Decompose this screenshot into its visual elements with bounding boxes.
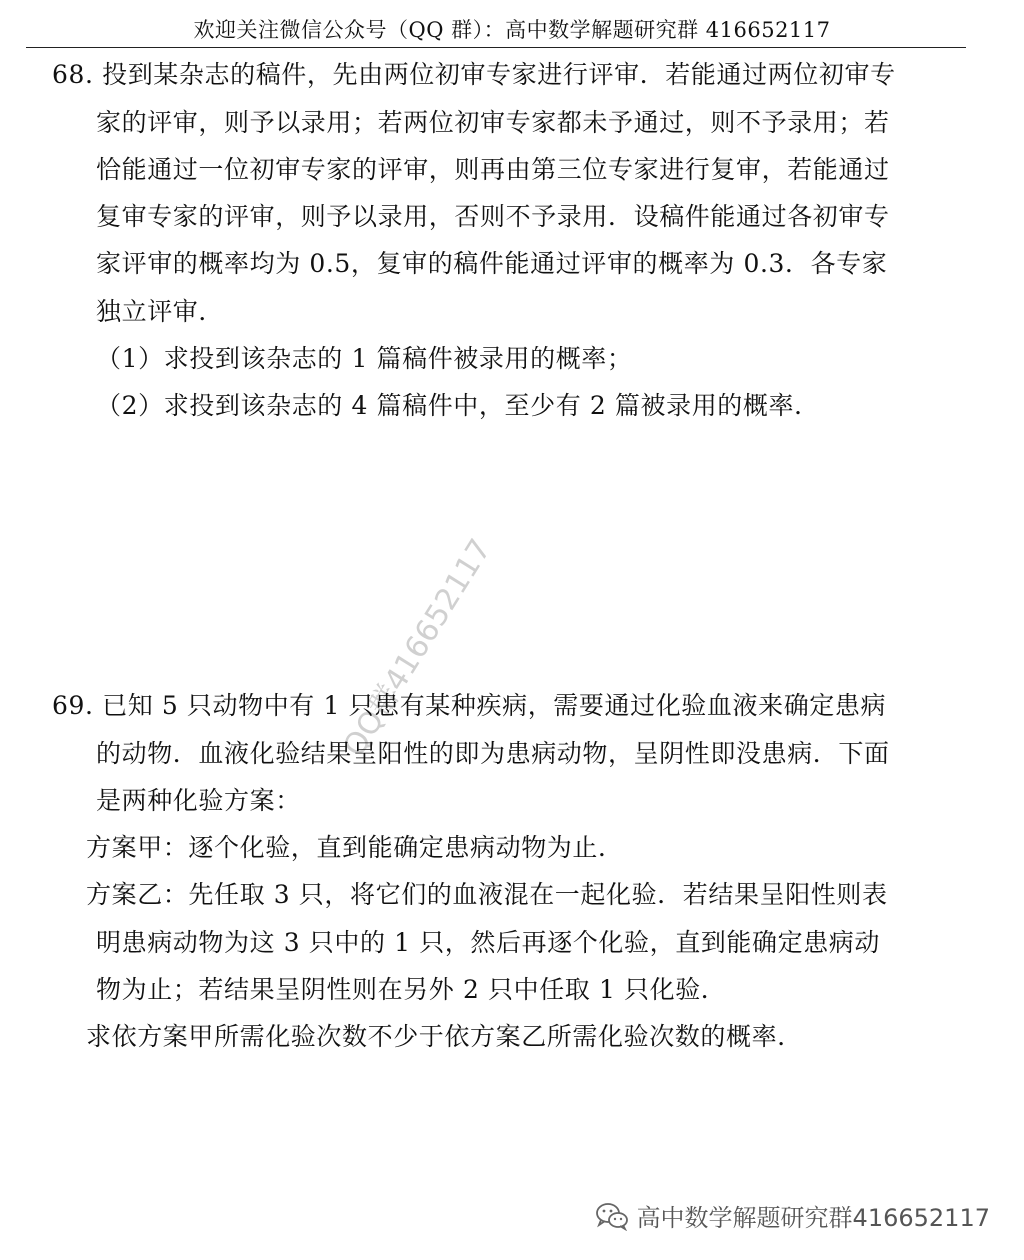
footer-brand-text: 高中数学解题研究群416652117 <box>636 1204 990 1232</box>
q69-plan-a: 方案甲：逐个化验，直到能确定患病动物为止． <box>86 833 624 862</box>
q68-part-2: （2）求投到该杂志的 4 篇稿件中，至少有 2 篇被录用的概率． <box>96 391 820 420</box>
page-header: 欢迎关注微信公众号（QQ 群）：高中数学解题研究群 416652117 <box>193 18 831 42</box>
q69-line-3: 是两种化验方案： <box>96 786 301 815</box>
q68-line-4: 复审专家的评审，则予以录用，否则不予录用．设稿件能通过各初审专 <box>96 202 890 231</box>
q69-line-2: 的动物．血液化验结果呈阳性的即为患病动物，呈阴性即没患病．下面 <box>96 739 890 768</box>
q69-plan-b-line-3: 物为止；若结果呈阴性则在另外 2 只中任取 1 只化验． <box>96 975 727 1004</box>
q68-line-3: 恰能通过一位初审专家的评审，则再由第三位专家进行复审，若能通过 <box>96 155 890 184</box>
q69-line-1: 69. 已知 5 只动物中有 1 只患有某种疾病，需要通过化验血液来确定患病 <box>52 691 887 720</box>
q68-line-1: 68. 投到某杂志的稿件，先由两位初审专家进行评审．若能通过两位初审专 <box>52 60 896 89</box>
q68-part-1: （1）求投到该杂志的 1 篇稿件被录用的概率； <box>96 344 633 373</box>
q68-line-6: 独立评审． <box>96 297 225 326</box>
q68-line-2: 家的评审，则予以录用；若两位初审专家都未予通过，则不予录用；若 <box>96 108 890 137</box>
q69-plan-b-line-1: 方案乙：先任取 3 只，将它们的血液混在一起化验．若结果呈阳性则表 <box>86 880 888 909</box>
q69-question: 求依方案甲所需化验次数不少于依方案乙所需化验次数的概率． <box>86 1022 803 1051</box>
wechat-icon <box>595 1201 629 1231</box>
watermark: QQ群416652117 <box>336 533 499 763</box>
footer-brand <box>595 1198 990 1233</box>
q69-plan-b-line-2: 明患病动物为这 3 只中的 1 只，然后再逐个化验，直到能确定患病动 <box>96 928 881 957</box>
header-divider <box>26 47 966 48</box>
q68-line-5: 家评审的概率均为 0.5，复审的稿件能通过评审的概率为 0.3．各专家 <box>96 249 888 278</box>
